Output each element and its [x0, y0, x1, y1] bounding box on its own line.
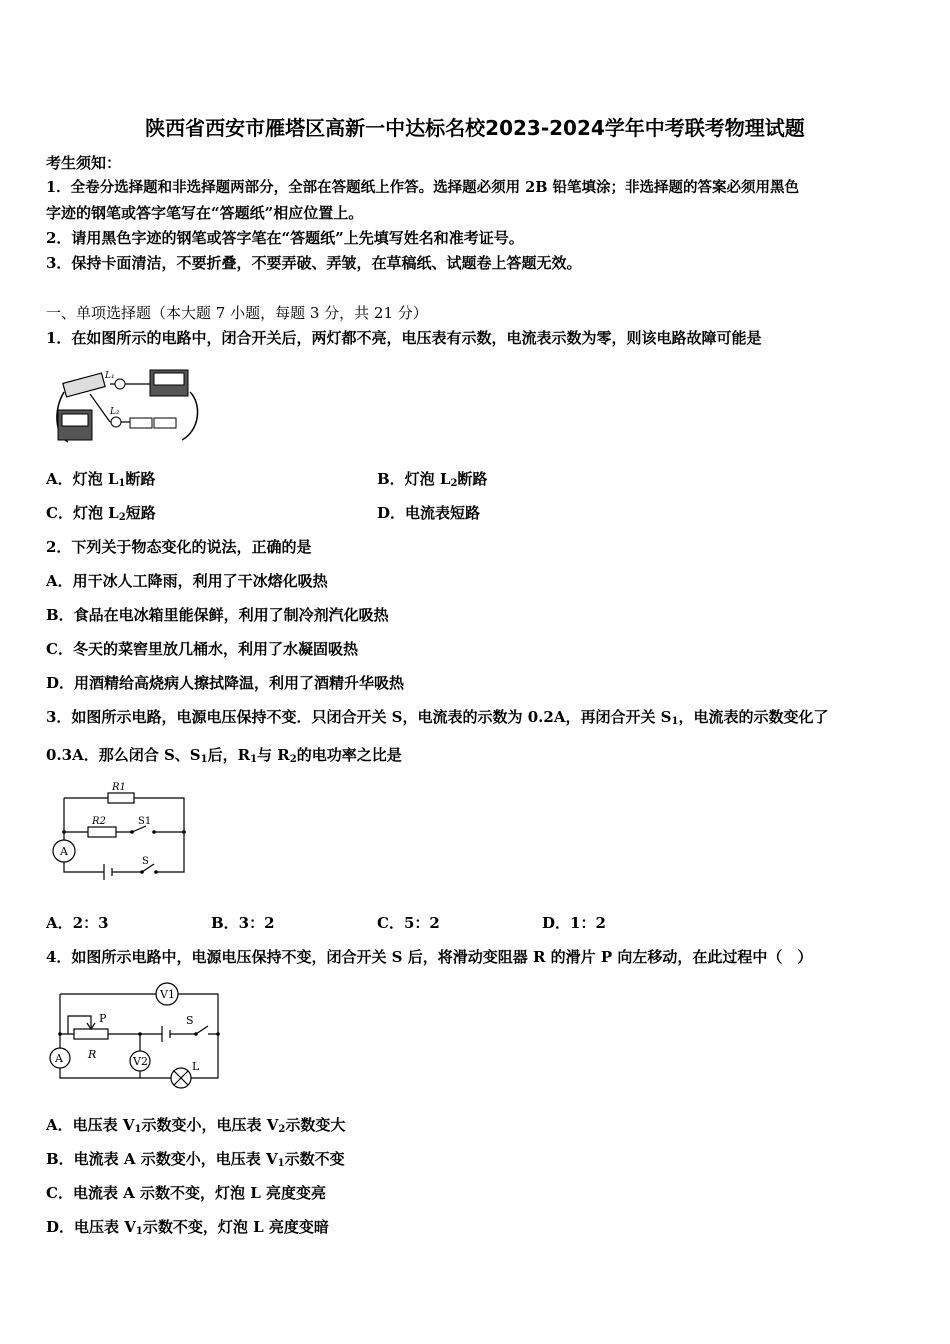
page-title: 陕西省西安市雁塔区高新一中达标名校2023-2024学年中考联考物理试题 — [145, 116, 805, 140]
q4-fig-label-l: L — [192, 1060, 200, 1073]
q4-option-c[interactable]: C．电流表 A 示数不变，灯泡 L 亮度变亮 — [46, 1184, 327, 1202]
q4-stem: 4．如图所示电路中，电源电压保持不变，闭合开关 S 后，将滑动变阻器 R 的滑片 P 向左移动，在此过程中（ ） — [46, 948, 813, 966]
q2-stem: 2．下列关于物态变化的说法，正确的是 — [46, 538, 312, 556]
q4-fig-label-a: A — [55, 1052, 63, 1065]
q3-fig-label-a: A — [60, 845, 68, 858]
q3-fig-label-s1: S1 — [138, 816, 152, 827]
q3-fig-label-s: S — [142, 856, 149, 867]
q4-option-a[interactable]: A．电压表 $V_1$示数变小，电压表 $V_2$示数变大 — [46, 1116, 346, 1135]
q3-option-b[interactable]: B．3：2 — [211, 914, 275, 932]
q1-circuit-figure — [50, 364, 210, 450]
q3-option-d[interactable]: D．1：2 — [542, 914, 606, 932]
q2-option-b[interactable]: B．食品在电冰箱里能保鲜，利用了制冷剂汽化吸热 — [46, 606, 389, 624]
q1-option-c[interactable]: C．灯泡 $L_2$短路 — [46, 504, 156, 523]
q3-option-a[interactable]: A．2：3 — [46, 914, 109, 932]
q3-stem-line-2: 0.3A．那么闭合 S、$S_1$后，$R_1$与 $R_2$的电功率之比是 — [46, 746, 402, 765]
notice-line-2: 2．请用黑色字迹的钢笔或答字笔在“答题纸”上先填写姓名和准考证号。 — [46, 229, 524, 247]
q4-fig-label-v1: V1 — [160, 988, 175, 1001]
notice-line-1a: 1．全卷分选择题和非选择题两部分，全部在答题纸上作答。选择题必须用 2B 铅笔填涂；非选择题的答案必须用黑色 — [46, 179, 800, 196]
q4-option-b[interactable]: B．电流表 A 示数变小，电压表 $V_1$示数不变 — [46, 1150, 345, 1169]
section-heading: 一、单项选择题（本大题 7 小题，每题 3 分，共 21 分） — [46, 304, 428, 322]
q4-option-d[interactable]: D．电压表 $V_1$示数不变，灯泡 L 亮度变暗 — [46, 1218, 329, 1237]
notice-line-1b: 字迹的钢笔或答字笔写在“答题纸”相应位置上。 — [46, 204, 364, 222]
q4-circuit-figure — [44, 978, 228, 1098]
notice-heading: 考生须知： — [46, 154, 122, 172]
q2-option-d[interactable]: D．用酒精给高烧病人擦拭降温，利用了酒精升华吸热 — [46, 674, 405, 692]
q3-stem-line-1: 3．如图所示电路，电源电压保持不变．只闭合开关 S，电流表的示数为 0.2A，再闭合开关 $S_1$，电流表的示数变化了 — [46, 708, 829, 727]
q3-fig-label-r1: R1 — [112, 782, 126, 793]
q2-option-c[interactable]: C．冬天的菜窖里放几桶水，利用了水凝固吸热 — [46, 640, 358, 658]
q4-fig-label-r: R — [88, 1048, 97, 1061]
q4-fig-label-v2: V2 — [133, 1055, 148, 1068]
notice-line-3: 3．保持卡面清洁，不要折叠，不要弄破、弄皱，在草稿纸、试题卷上答题无效。 — [46, 254, 582, 272]
q1-option-d[interactable]: D．电流表短路 — [377, 504, 481, 522]
q3-option-c[interactable]: C．5：2 — [377, 914, 440, 932]
q1-fig-label-l2: L₂ — [110, 407, 120, 417]
q1-stem: 1．在如图所示的电路中，闭合开关后，两灯都不亮，电压表有示数，电流表示数为零，则该电路故障可能是 — [46, 329, 762, 347]
q1-option-b[interactable]: B．灯泡 $L_2$断路 — [377, 470, 488, 489]
q4-fig-label-s: S — [186, 1014, 194, 1027]
q3-fig-label-r2: R2 — [92, 816, 106, 827]
q2-option-a[interactable]: A．用干冰人工降雨，利用了干冰熔化吸热 — [46, 572, 328, 590]
q3-circuit-figure — [46, 778, 196, 886]
q4-fig-label-p: P — [99, 1012, 107, 1025]
q1-fig-label-l1: L₁ — [105, 371, 115, 381]
q1-option-a[interactable]: A．灯泡 $L_1$断路 — [46, 470, 156, 489]
